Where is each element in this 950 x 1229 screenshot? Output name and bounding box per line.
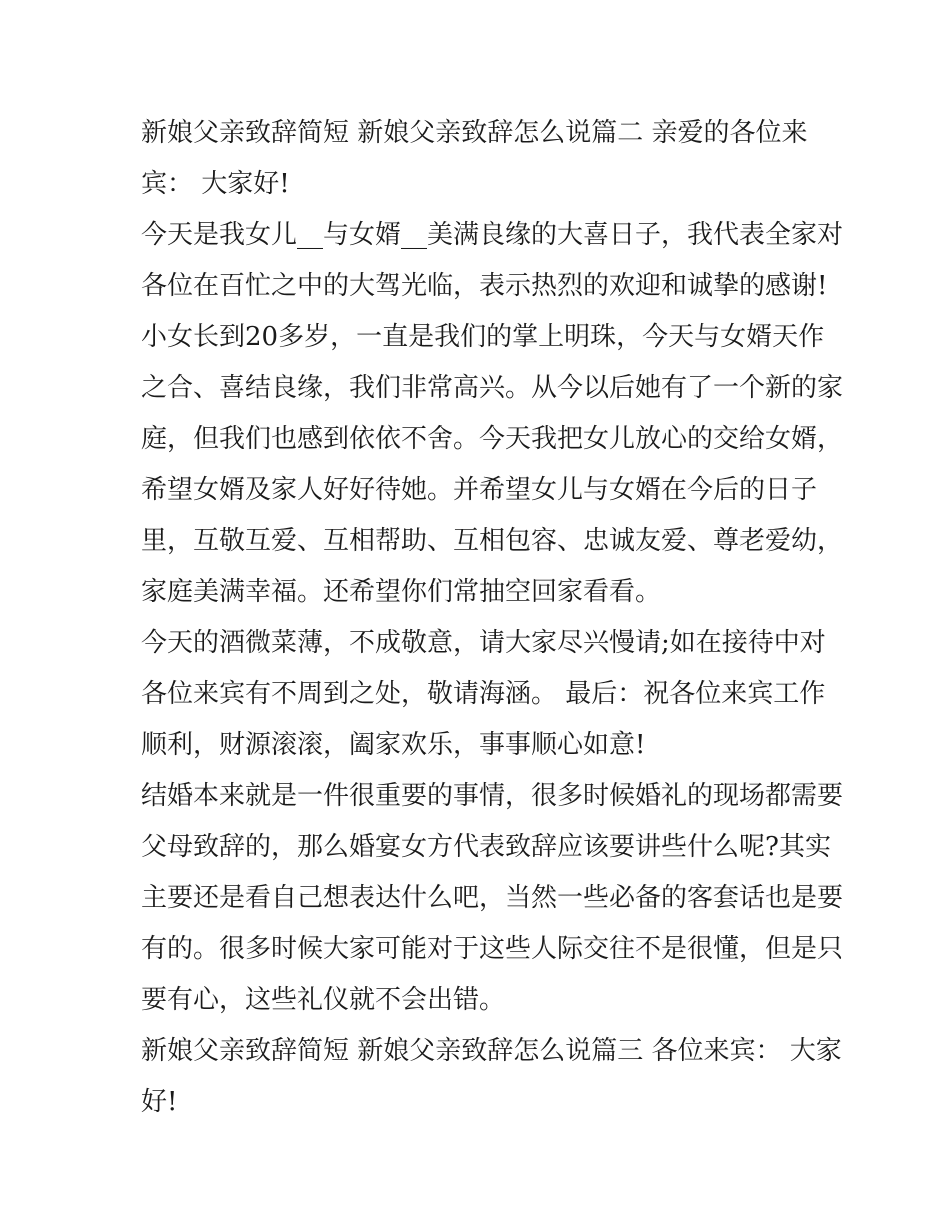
paragraph-welcome: [141, 210, 844, 312]
text-line: 里，互敬互爱、互相帮助、互相包容、忠诚友爱、尊老爱幼，: [141, 526, 844, 556]
text-line: 宾： 大家好!: [141, 169, 290, 199]
text-line: 顺利，财源滚滚，阖家欢乐，事事顺心如意!: [141, 730, 646, 760]
text-line: 希望女婿及家人好好待她。并希望女儿与女婿在今后的日子: [141, 475, 818, 505]
text-line: 今天的酒微菜薄，不成敬意，请大家尽兴慢请;如在接待中对: [141, 628, 826, 658]
text-line: 主要还是看自己想表达什么吧，当然一些必备的客套话也是要: [141, 883, 844, 913]
text-line: 有的。很多时候大家可能对于这些人际交往不是很懂，但是只: [141, 934, 844, 964]
text-line: 要有心，这些礼仪就不会出错。: [141, 985, 506, 1015]
text-line: 各位来宾有不周到之处，敬请海涵。 最后：祝各位来宾工作: [141, 679, 826, 709]
text-line: 好!: [141, 1087, 178, 1117]
paragraph-greeting: [141, 108, 817, 210]
text-line: 新娘父亲致辞简短 新娘父亲致辞怎么说篇二 亲爱的各位来: [141, 118, 808, 148]
text-line: 庭，但我们也感到依依不舍。今天我把女儿放心的交给女婿，: [141, 424, 844, 454]
paragraph-commentary: [141, 771, 844, 1026]
text-line: 家庭美满幸福。还希望你们常抽空回家看看。: [141, 577, 662, 607]
text-line: 父母致辞的，那么婚宴女方代表致辞应该要讲些什么呢?其实: [141, 832, 831, 862]
document-body: [141, 108, 844, 1128]
text-line: 结婚本来就是一件很重要的事情，很多时候婚礼的现场都需要: [141, 781, 844, 811]
text-line: 今天是我女儿__与女婿__美满良缘的大喜日子，我代表全家对: [141, 220, 844, 250]
paragraph-closing: [141, 618, 826, 771]
text-line: 新娘父亲致辞简短 新娘父亲致辞怎么说篇三 各位来宾： 大家: [141, 1036, 842, 1066]
paragraph-section-three: [141, 1026, 842, 1128]
text-line: 之合、喜结良缘，我们非常高兴。从今以后她有了一个新的家: [141, 373, 844, 403]
paragraph-daughter: [141, 312, 844, 618]
text-line: 小女长到20多岁，一直是我们的掌上明珠，今天与女婿天作: [141, 322, 825, 352]
text-line: 各位在百忙之中的大驾光临，表示热烈的欢迎和诚挚的感谢!: [141, 271, 828, 301]
